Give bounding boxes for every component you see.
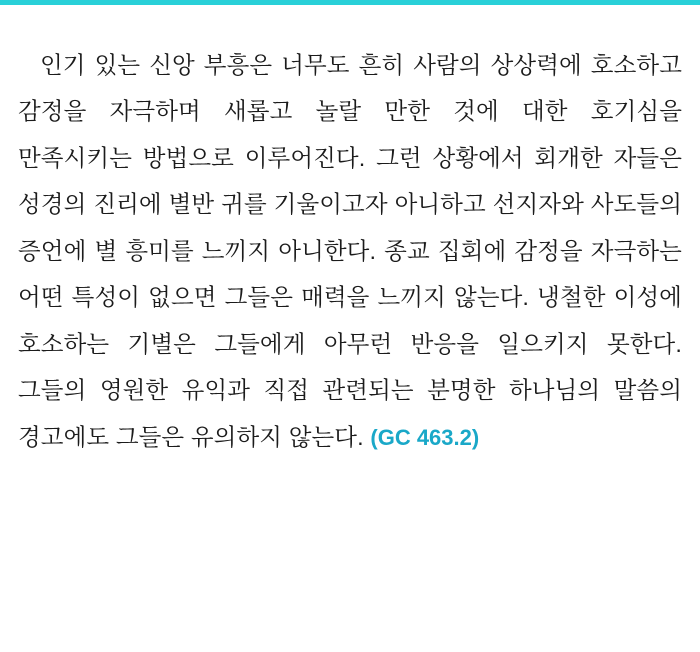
passage-body-text: 인기 있는 신앙 부흥은 너무도 흔히 사람의 상상력에 호소하고 감정을 자극하며 새롭고 놀랄 만한 것에 대한 호기심을 만족시키는 방법으로 이루어진다. 그런 상황에서 회개한 자들은 성경의 진리에 별반 귀를 기울이고자 아니하고 선지자와 사도들의 증언에 별 흥미를 느끼지 아니한다. 종교 집회에 감정을 자극하는 어떤 특성이 없으면 그들은 매력을 느끼지 않는다. 냉철한 이성에 호소하는 기별은 그들에게 아무런 반응을 일으키지 못한다. 그들의 영원한 유익과 직접 관련되는 분명한 하나님의 말씀의 경고에도 그들은 유의하지 않는다.	[18, 51, 682, 450]
passage-paragraph	[18, 42, 682, 462]
accent-top-rule	[0, 0, 700, 5]
passage-reference: (GC 463.2)	[370, 424, 480, 450]
